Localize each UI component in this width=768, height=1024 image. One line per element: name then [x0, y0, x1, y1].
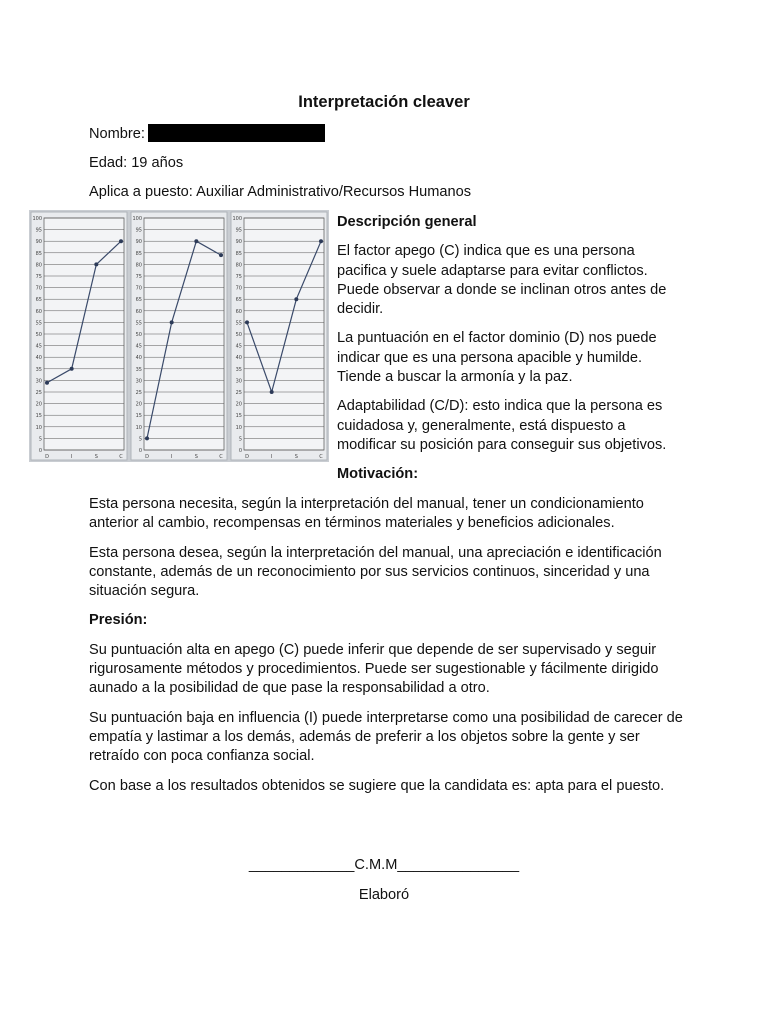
chart-2-ytick-label: 95 [135, 227, 142, 234]
chart-3-ytick-label: 45 [235, 343, 242, 350]
chart-3-ytick-label: 75 [235, 274, 242, 280]
chart-3-point [294, 297, 298, 301]
chart-1-ytick-label: 20 [35, 401, 42, 408]
nombre-row [89, 124, 325, 144]
chart-3-ytick-label: 25 [235, 390, 242, 396]
presion-p2: Su puntuación baja en influencia (I) puede interpretarse como una posibilidad de carecer de empatía y lastimar a los demás, además de preferir a los objetos sobre la gente y ser retraído con poca confianza social. [89, 709, 683, 765]
chart-2-ytick-label: 30 [135, 378, 142, 385]
descripcion-p2: La puntuación en el factor dominio (D) nos puede indicar que es una persona apacible y humilde. Tiende a buscar la armonía y la paz. [337, 330, 657, 386]
chart-1-xtick-label: C [119, 454, 123, 460]
motivacion-heading: Motivación: [337, 466, 419, 483]
chart-1-ytick-label: 85 [35, 250, 42, 257]
chart-3-ytick-label: 35 [235, 366, 242, 373]
motivacion-p2: Esta persona desea, según la interpretación del manual, una apreciación e identificación constante, además de un reconocimiento por sus servicios continuos, sinceridad y una situación segura. [89, 544, 662, 600]
chart-3-xtick-label: C [319, 454, 323, 460]
chart-2-xtick-label: S [194, 454, 198, 460]
chart-1-ytick-label: 55 [35, 320, 42, 327]
chart-1-ytick-label: 45 [35, 343, 42, 350]
chart-3-ytick-label: 30 [235, 378, 242, 385]
chart-1-ytick-label: 80 [35, 262, 42, 269]
chart-2-ytick-label: 50 [135, 332, 142, 338]
main-section [89, 495, 689, 806]
chart-3-xtick-label: D [245, 454, 249, 460]
chart-2-ytick-label: 100 [132, 216, 142, 222]
chart-2-ytick-label: 10 [135, 424, 142, 431]
chart-1-ytick-label: 90 [35, 239, 42, 246]
chart-3-ytick-label: 80 [235, 262, 242, 269]
chart-3-ytick-label: 5 [238, 436, 242, 443]
chart-2-ytick-label: 85 [135, 250, 142, 257]
chart-2-point [219, 253, 223, 257]
chart-3-ytick-label: 55 [235, 320, 242, 327]
signature-line: _____________C.M.M_______________ [248, 857, 520, 873]
chart-1-ytick-label: 60 [35, 308, 42, 315]
chart-3-ytick-label: 20 [235, 401, 242, 408]
chart-2-point [145, 436, 149, 440]
elaboro-label: Elaboró [358, 887, 410, 903]
chart-2-ytick-label: 25 [135, 390, 142, 396]
descripcion-p3: Adaptabilidad (C/D): esto indica que la persona es cuidadosa y, generalmente, está dispuesto a modificar su posición para conseguir sus objetivos. [337, 398, 667, 453]
chart-3-ytick-label: 85 [235, 250, 242, 257]
chart-1-ytick-label: 25 [35, 390, 42, 396]
chart-1-ytick-label: 50 [35, 332, 42, 338]
chart-3-ytick-label: 65 [235, 297, 242, 304]
chart-1-ytick-label: 100 [32, 216, 42, 222]
chart-1-ytick-label: 15 [35, 413, 42, 420]
chart-1-point [45, 381, 49, 385]
chart-1-xtick-label: S [94, 454, 98, 460]
signature-row [0, 857, 768, 873]
presion-p1: Su puntuación alta en apego (C) puede inferir que depende de ser supervisado y seguir rigurosamente métodos y procedimientos. Puede ser sugestionable y fácilmente dirigido aunado a la posibilidad de que pase la responsabilidad a otro. [89, 641, 659, 697]
chart-1-point [119, 239, 123, 243]
chart-3-point [245, 320, 249, 324]
chart-2-ytick-label: 75 [135, 274, 142, 280]
redacted-name [148, 124, 325, 142]
chart-1-ytick-label: 70 [35, 285, 42, 292]
chart-1-ytick-label: 95 [35, 227, 42, 234]
page-title: Interpretación cleaver [298, 93, 470, 111]
chart-3-ytick-label: 10 [235, 424, 242, 431]
cleaver-charts [29, 210, 329, 462]
chart-2-xtick-label: C [219, 454, 223, 460]
chart-2-ytick-label: 35 [135, 366, 142, 373]
cleaver-charts-svg [29, 210, 329, 462]
chart-1-point [94, 262, 98, 266]
chart-2-ytick-label: 60 [135, 308, 142, 315]
chart-2-ytick-label: 55 [135, 320, 142, 327]
chart-2-ytick-label: 40 [135, 355, 142, 362]
chart-3-ytick-label: 70 [235, 285, 242, 292]
chart-2-xtick-label: D [145, 454, 149, 460]
chart-3-ytick-label: 60 [235, 308, 242, 315]
chart-2-ytick-label: 80 [135, 262, 142, 269]
presion-heading: Presión: [89, 612, 148, 629]
presion-p3: Con base a los resultados obtenidos se sugiere que la candidata es: apta para el puesto. [89, 777, 665, 794]
nombre-label: Nombre: [89, 126, 145, 142]
chart-2-ytick-label: 70 [135, 285, 142, 292]
chart-3-ytick-label: 100 [232, 216, 242, 222]
chart-3-point [319, 239, 323, 243]
chart-1-ytick-label: 5 [38, 436, 42, 443]
chart-3-ytick-label: 90 [235, 239, 242, 246]
edad-line: Edad: 19 años [89, 155, 184, 171]
chart-1-xtick-label: D [45, 454, 49, 460]
chart-1-ytick-label: 35 [35, 366, 42, 373]
chart-3-xtick-label: I [270, 454, 273, 460]
chart-2-ytick-label: 45 [135, 343, 142, 350]
chart-1-ytick-label: 0 [38, 448, 42, 454]
puesto-line: Aplica a puesto: Auxiliar Administrativo/Recursos Humanos [89, 184, 472, 200]
descripcion-section [337, 213, 687, 495]
descripcion-p1: El factor apego (C) indica que es una persona pacifica y suele adaptarse para evitar conflictos. Puede observar a donde se inclinan otros antes de decidir. [337, 243, 667, 318]
chart-3-point [270, 390, 274, 394]
chart-2-ytick-label: 5 [138, 436, 142, 443]
chart-2-ytick-label: 65 [135, 297, 142, 304]
chart-1-ytick-label: 75 [35, 274, 42, 280]
chart-1-ytick-label: 10 [35, 424, 42, 431]
chart-3-ytick-label: 50 [235, 332, 242, 338]
chart-3-xtick-label: S [294, 454, 298, 460]
chart-1-ytick-label: 30 [35, 378, 42, 385]
descripcion-heading: Descripción general [337, 214, 477, 230]
chart-1-ytick-label: 65 [35, 297, 42, 304]
chart-2-ytick-label: 90 [135, 239, 142, 246]
chart-1-ytick-label: 40 [35, 355, 42, 362]
chart-1-xtick-label: I [70, 454, 73, 460]
chart-3-ytick-label: 0 [238, 448, 242, 454]
chart-1-point [70, 367, 74, 371]
chart-3-ytick-label: 15 [235, 413, 242, 420]
chart-2-point [170, 320, 174, 324]
chart-3-ytick-label: 95 [235, 227, 242, 234]
chart-2-point [194, 239, 198, 243]
chart-2-xtick-label: I [170, 454, 173, 460]
chart-2-ytick-label: 20 [135, 401, 142, 408]
chart-2-ytick-label: 0 [138, 448, 142, 454]
chart-2-ytick-label: 15 [135, 413, 142, 420]
chart-3-ytick-label: 40 [235, 355, 242, 362]
motivacion-p1: Esta persona necesita, según la interpretación del manual, tener un condicionamiento anterior al cambio, recompensas en términos materiales y beneficios adicionales. [89, 496, 644, 532]
